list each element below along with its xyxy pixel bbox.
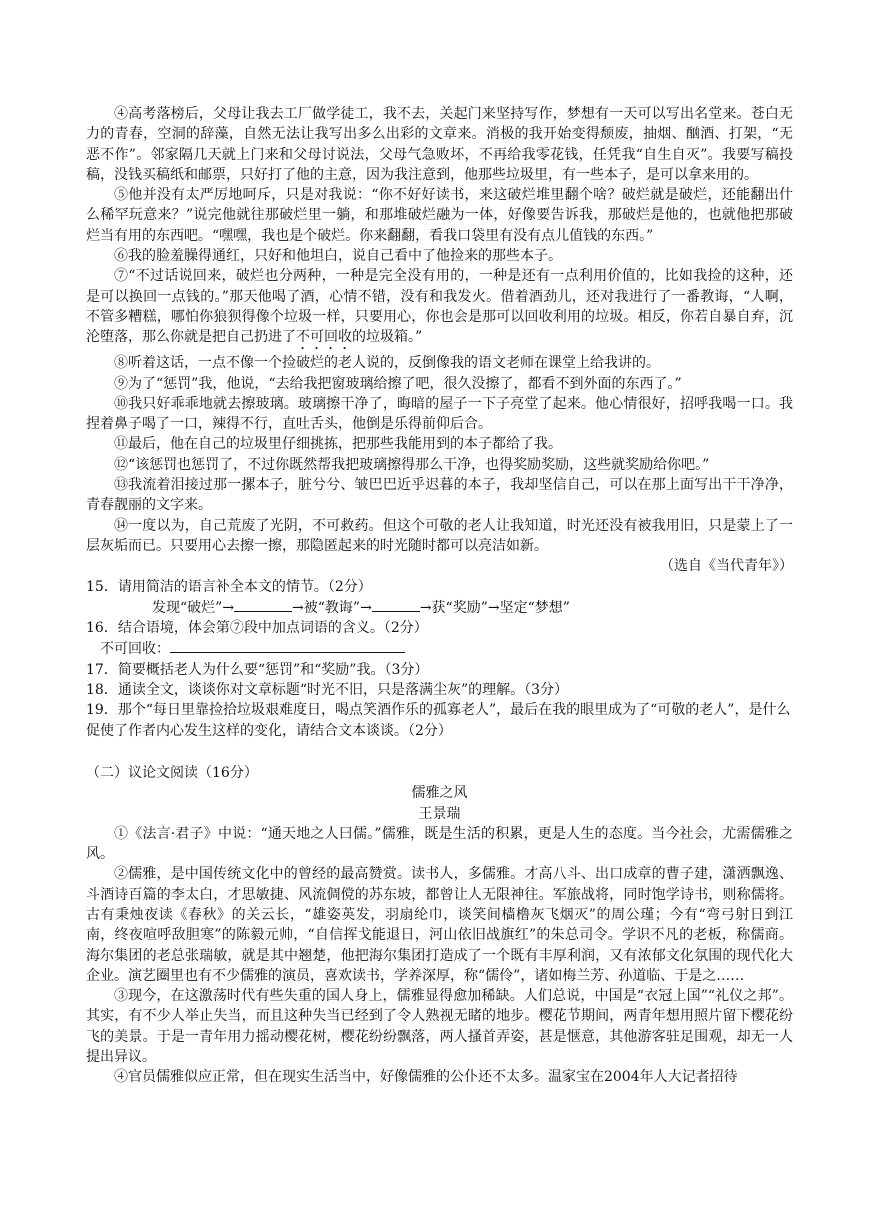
article-paragraph-11: ⑪最后，他在自己的垃圾里仔细挑拣，把那些我能用到的本子都给了我。 (114, 436, 562, 453)
article-paragraph-13: ⑬我流着泪接过那一摞本子，脏兮兮、皱巴巴近乎迟暮的本子，我却坚信自己，可以在那上面写出干干净净，青春靓丽的文字来。 (86, 477, 793, 514)
answer-blank-3[interactable] (170, 638, 405, 653)
paragraph-7-text: ⑦“不过话说回来，破烂也分两种，一种是完全没有用的，一种是还有一点利用价值的，比如我捡的这种，还是可以换回一点钱的。”那天他喝了酒，心情不错，没有和我发火。借着酒劲儿，还对我进行了一番教诲，“人啊，不管多糟糕，哪怕你狼狈得像个垃圾一样，只要用心，你也会是那可以回收利用的垃圾。相反，你若自暴自弃，沉沦堕落，那么你就是把自己扔进了 (86, 268, 793, 346)
exam-page (86, 104, 793, 1088)
essay-paragraph-2: ②儒雅，是中国传统文化中的曾经的最高赞赏。读书人，多儒雅。才高八斗、出口成章的曹子建，潇洒飘逸、斗酒诗百篇的李太白，才思敏捷、风流倜傥的苏东坡，都曾让人无限神往。军旅战将，同时饱学诗书，则称儒将。古有秉烛夜读《春秋》的关云长，“雄姿英发，羽扇纶巾，谈笑间樯橹灰飞烟灭”的周公瑾；今有“弯弓射日到江南，终夜喧呼敌胆寒”的陈毅元帅，“自信挥戈能退日，河山依旧战旗红”的朱总司令。学识不凡的老板，称儒商。海尔集团的老总张瑞敏，就是其中翘楚，他把海尔集团打造成了一个既有丰厚利润，又有浓郁文化氛围的现代化大企业。演艺圈里也有不少儒雅的演员，喜欢读书，学养深厚，称“儒伶”，诸如梅兰芳、孙道临、于是之…… (86, 866, 793, 984)
essay-paragraph-1: ①《法言·君子》中说：“通天地之人曰儒。”儒雅，既是生活的积累，更是人生的态度。当今社会，尤需儒雅之风。 (86, 825, 793, 863)
flow-step-3: →获“奖励”→坚定“梦想” (419, 599, 570, 616)
question-19: 19．那个“每日里靠捡拾垃圾艰难度日，喝点笑酒作乐的孤寡老人”，最后在我的眼里成为了“可敬的老人”，是什么促使了作者内心发生这样的变化，请结合文本谈谈。（2分） (86, 702, 791, 739)
article-paragraph-5: ⑤他并没有太严厉地呵斥，只是对我说：“你不好好读书，来这破烂堆里翻个啥？破烂就是破烂，还能翻出什么稀罕玩意来？”说完他就往那破烂里一躺，和那堆破烂融为一体，好像要告诉我，那破烂是他的，也就他把那破烂当有用的东西吧。“嘿嘿，我也是个破烂。你来翻翻，看我口袋里有没有点儿值钱的东西。” (86, 187, 793, 244)
essay-title: 儒雅之风 (411, 785, 468, 802)
question-17: 17．简要概括老人为什么要“惩罚”和“奖励”我。（3分） (86, 661, 429, 678)
article-paragraph-9: ⑨为了“惩罚”我，他说，“去给我把窗玻璃给擦了吧，很久没擦了，都看不到外面的东西了。” (114, 375, 682, 392)
paragraph-7-end: 的垃圾箱。” (352, 329, 423, 346)
flow-step-2: →被“教诲”→ (292, 599, 372, 616)
article-paragraph-12: ⑫“该惩罚也惩罚了，不过你既然帮我把玻璃擦得那么干净，也得奖励奖励，这些就奖励给你吧。” (114, 456, 710, 473)
question-15-flow (86, 597, 793, 618)
article-paragraph-6: ⑥我的脸羞臊得通红，只好和他坦白，说自己看中了他捡来的那些本子。 (114, 248, 562, 265)
article-source: （选自《当代青年》） (660, 558, 793, 575)
essay-author: 王景瑞 (418, 805, 461, 822)
article-paragraph-7 (86, 266, 793, 353)
essay-paragraph-3: ③现今，在这激荡时代有些失重的国人身上，儒雅显得愈加稀缺。人们总说，中国是“衣冠上国”“礼仪之邦”。其实，有不少人举止失当，而且这种失当已经到了令人熟视无睹的地步。樱花节期间，两青年想用照片留下樱花纷飞的美景。于是一青年用力摇动樱花树，樱花纷纷飘落，两人搔首弄姿，甚是惬意，其他游客驻足围观，却无一人提出异议。 (86, 988, 793, 1066)
question-15: 15．请用简洁的语言补全本文的情节。（2分） (86, 578, 372, 595)
question-16: 16．结合语境，体会第⑦段中加点词语的含义。（2分） (86, 620, 428, 637)
essay-paragraph-4: ④官员儒雅似应正常，但在现实生活当中，好像儒雅的公仆还不太多。温家宝在2004年人大记者招待 (114, 1069, 738, 1086)
article-paragraph-10: ⑩我只好乖乖地就去擦玻璃。玻璃擦干净了，晦暗的屋子一下子亮堂了起来。他心情很好，招呼我喝一口。我捏着鼻子喝了一口，辣得不行，直吐舌头，他倒是乐得前仰后合。 (86, 395, 793, 433)
article-paragraph-14: ⑭一度以为，自己荒废了光阴，不可救药。但这个可敬的老人让我知道，时光还没有被我用旧，只是蒙上了一层灰垢而已。只要用心去擦一擦，那隐匿起来的时光随时都可以亮洁如新。 (86, 517, 793, 554)
flow-step-1: 发现“破烂”→ (152, 599, 235, 616)
question-18: 18．通读全文，谈谈你对文章标题“时光不旧，只是落满尘灰”的理解。（3分） (86, 682, 569, 699)
article-paragraph-4: ④高考落榜后，父母让我去工厂做学徒工，我不去，关起门来坚持写作，梦想有一天可以写出名堂来。苍白无力的青春，空洞的辞藻，自然无法让我写出多么出彩的文章来。消极的我开始变得颓废，抽烟、酗酒、打架，“无恶不作”。邻家隔几天就上门来和父母讨说法，父母气急败坏，不再给我零花钱，任凭我“自生自灭”。我要写稿投稿，没钱买稿纸和邮票，只好打了他的主意，因为我注意到，他那些垃圾里，有一些本子，是可以拿来用的。 (86, 106, 793, 183)
dotted-term: 不可回收 (296, 329, 352, 346)
answer-blank-2[interactable] (372, 597, 420, 612)
term-label: 不可回收： (100, 641, 170, 658)
article-paragraph-8: ⑧听着这话，一点不像一个捡破烂的老人说的，反倒像我的语文老师在课堂上给我讲的。 (114, 355, 660, 372)
section-heading: （二）议论文阅读（16分） (86, 764, 258, 781)
question-16-answer (86, 638, 793, 659)
answer-blank-1[interactable] (234, 597, 292, 612)
